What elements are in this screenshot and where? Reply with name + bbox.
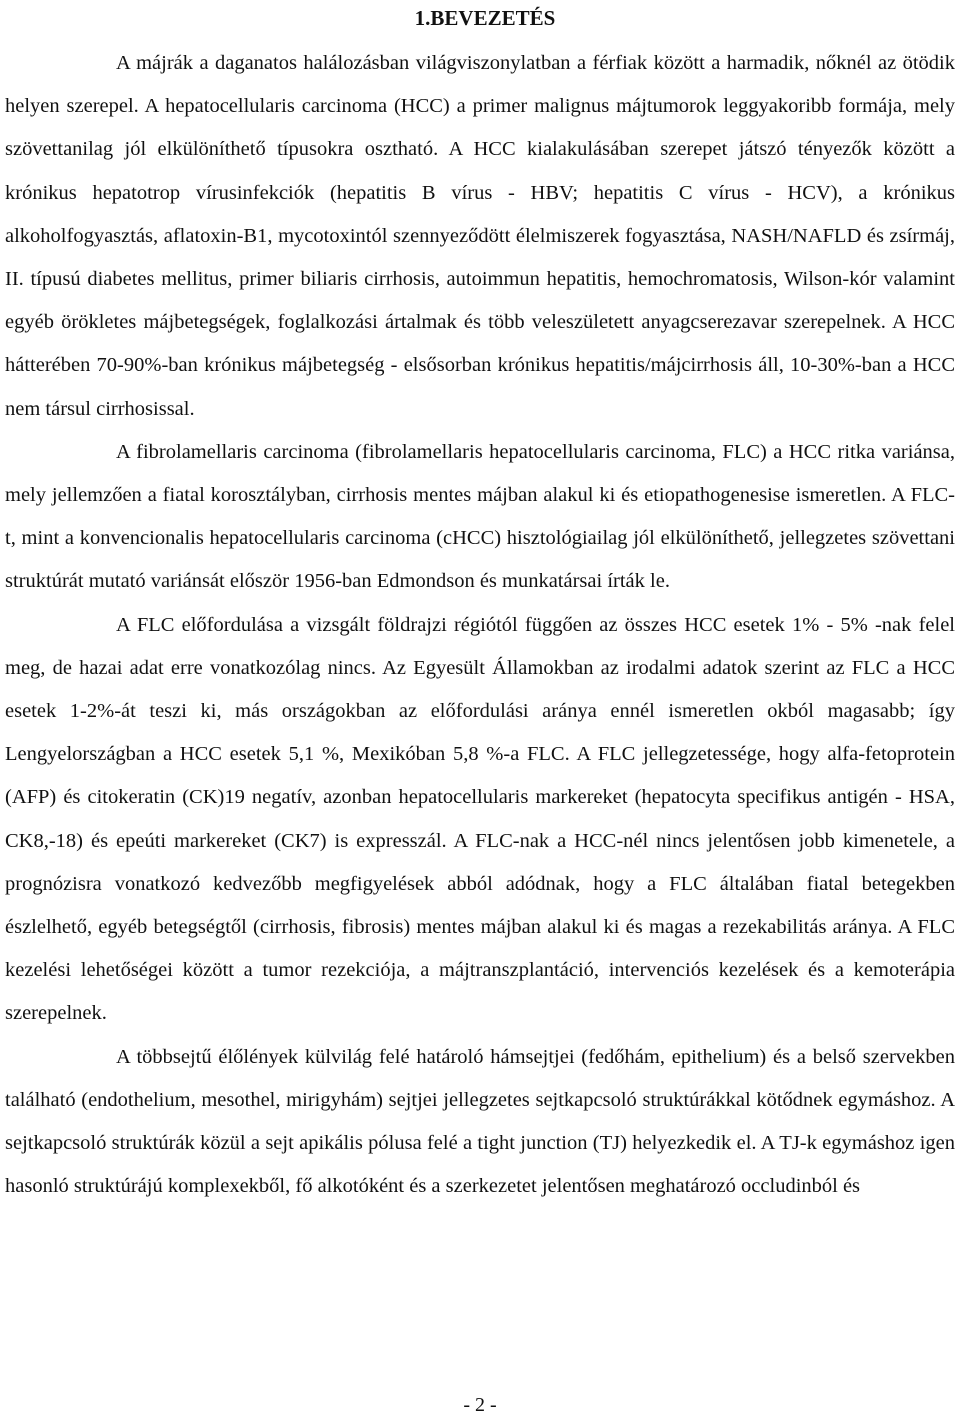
page-number: - 2 - [463, 1394, 497, 1416]
paragraph-2: A fibrolamellaris carcinoma (fibrolamellaris hepatocellularis carcinoma, FLC) a HCC ritka variánsa, mely jellemzően a fiatal korosztályban, cirrhosis mentes májban alakul ki és etiopathogenesise ismeretlen. A FLC-t, mint a konvencionalis hepatocellularis carcinoma (cHCC) hisztológiailag jól elkülöníthető, jellegzetes szövettani struktúrát mutató variánsát először 1956-ban Edmondson és munkatársai írták le. [5, 440, 955, 593]
paragraph-1: A májrák a daganatos halálozásban világviszonylatban a férfiak között a harmadik, nőknél az ötödik helyen szerepel. A hepatocellularis carcinoma (HCC) a primer malignus májtumorok leggyakoribb formája, mely szövettanilag jól elkülöníthető típusokra osztható. A HCC kialakulásában szerepet játszó tényezők között a krónikus hepatotrop vírusinfekciók (hepatitis B vírus - HBV; hepatitis C vírus - HCV), a krónikus alkoholfogyasztás, aflatoxin-B1, mycotoxintól szennyeződött élelmiszerek fogyasztása, NASH/NAFLD és zsírmáj, II. típusú diabetes mellitus, primer biliaris cirrhosis, autoimmun hepatitis, hemochromatosis, Wilson-kór valamint egyéb örökletes májbetegségek, foglalkozási ártalmak és több veleszületett anyagcserezavar szerepelnek. A HCC hátterében 70-90%-ban krónikus májbetegség - elsősorban krónikus hepatitis/májcirrhosis áll, 10-30%-ban a HCC nem társul cirrhosissal. [5, 52, 955, 420]
paragraph-4: A többsejtű élőlények külvilág felé határoló hámsejtjei (fedőhám, epithelium) és a belső szervekben található (endothelium, mesothel, mirigyhám) sejtjei jellegzetes sejtkapcsoló struktúrákkal kötődnek egymáshoz. A sejtkapcsoló struktúrák közül a sejt apikális pólusa felé a tight junction (TJ) helyezkedik el. A TJ-k egymáshoz igen hasonló struktúrájú komplexekből, fő alkotóként és a szerkezetet jelentősen meghatározó occludinból és [5, 1045, 955, 1198]
paragraph-3: A FLC előfordulása a vizsgált földrajzi régiótól függően az összes HCC esetek 1% - 5% -nak felel meg, de hazai adat erre vonatkozólag nincs. Az Egyesült Államokban az irodalmi adatok szerint az FLC a HCC esetek 1-2%-át teszi ki, más országokban az előfordulási aránya ennél ismeretlen okból magasabb; így Lengyelországban a HCC esetek 5,1 %, Mexikóban 5,8 %-a FLC. A FLC jellegzetessége, hogy alfa-fetoprotein (AFP) és citokeratin (CK)19 negatív, azonban hepatocellularis markereket (hepatocyta specifikus antigén - HSA, CK8,-18) és epeúti markereket (CK7) is expresszál. A FLC-nak a HCC-nél nincs jelentősen jobb kimenetele, a prognózisra vonatkozó kedvezőbb megfigyelések abból adódnak, hogy a FLC általában fiatal betegekben észlelhető, egyéb betegségtől (cirrhosis, fibrosis) mentes májban alakul ki és magas a rezekabilitás aránya. A FLC kezelési lehetőségei között a tumor rezekciója, a májtranszplantáció, intervenciós kezelések és a kemoterápia szerepelnek. [5, 613, 955, 1025]
section-heading: 1.BEVEZETÉS [414, 6, 556, 30]
document-page [5, 0, 955, 1208]
